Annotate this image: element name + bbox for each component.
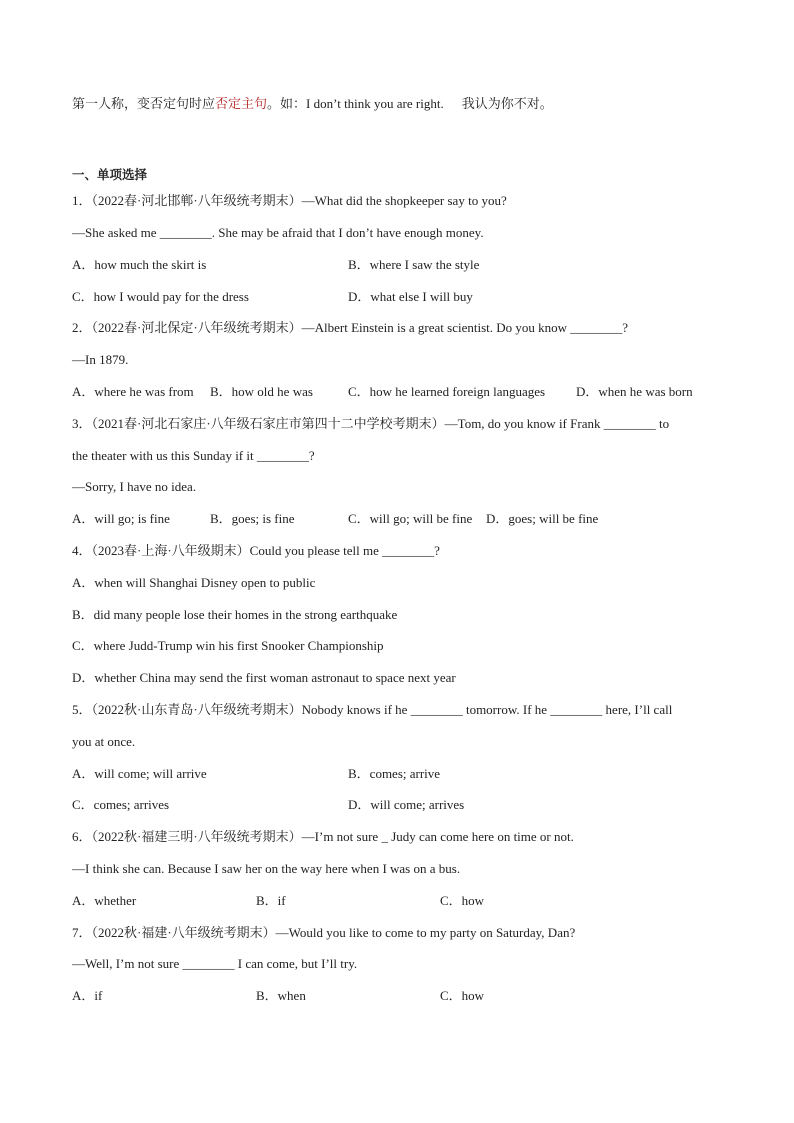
question-5-line2: you at once. bbox=[72, 734, 136, 749]
question-1-stem: 1．（2022春·河北邯郸·八年级统考期末）—What did the shopkeeper say to you? bbox=[72, 193, 507, 208]
question-6-line2: —I think she can. Because I saw her on the way here when I was on a bus. bbox=[72, 861, 461, 876]
question-5-option-a[interactable]: A．will come; will arrive bbox=[72, 766, 207, 781]
question-6-stem: 6．（2022秋·福建三明·八年级统考期末）—I’m not sure _ Judy can come here on time or not. bbox=[72, 829, 574, 844]
question-2-line2: —In 1879. bbox=[72, 352, 129, 367]
question-7-option-c[interactable]: C．how bbox=[440, 988, 485, 1003]
question-5-option-b[interactable]: B．comes; arrive bbox=[348, 766, 441, 781]
question-3-option-b[interactable]: B．goes; is fine bbox=[210, 511, 295, 526]
intro-example: 。如：I don’t think you are right. bbox=[267, 96, 444, 111]
question-2-option-b[interactable]: B．how old he was bbox=[210, 384, 313, 399]
question-3-option-c[interactable]: C．will go; will be fine bbox=[348, 511, 473, 526]
question-5-option-c[interactable]: C．comes; arrives bbox=[72, 797, 170, 812]
question-7-option-b[interactable]: B．when bbox=[256, 988, 306, 1003]
question-3-line2: the theater with us this Sunday if it ________? bbox=[72, 448, 315, 463]
question-1-option-a[interactable]: A．how much the skirt is bbox=[72, 257, 207, 272]
question-7-stem: 7．（2022秋·福建·八年级统考期末）—Would you like to come to my party on Saturday, Dan? bbox=[72, 925, 576, 940]
question-2-stem: 2．（2022春·河北保定·八年级统考期末）—Albert Einstein is a great scientist. Do you know ________? bbox=[72, 320, 629, 335]
intro-note bbox=[72, 95, 553, 113]
question-4-option-d[interactable]: D．whether China may send the first woman astronaut to space next year bbox=[72, 670, 456, 685]
question-7-line2: —Well, I’m not sure ________ I can come, but I’ll try. bbox=[72, 956, 358, 971]
question-5-option-d[interactable]: D．will come; arrives bbox=[348, 797, 465, 812]
question-4-stem: 4．（2023春·上海·八年级期末）Could you please tell me ________? bbox=[72, 543, 440, 558]
question-7-option-a[interactable]: A．if bbox=[72, 988, 103, 1003]
question-3-line3: —Sorry, I have no idea. bbox=[72, 479, 197, 494]
question-2-option-d[interactable]: D．when he was born bbox=[576, 384, 693, 399]
intro-text: 第一人称，变否定句时应 bbox=[72, 96, 216, 111]
question-3-stem: 3．（2021春·河北石家庄·八年级石家庄市第四十二中学校考期末）—Tom, do you know if Frank ________ to bbox=[72, 416, 670, 431]
question-1-option-c[interactable]: C．how I would pay for the dress bbox=[72, 289, 249, 304]
intro-highlight: 否定主句 bbox=[215, 96, 268, 111]
question-6-option-c[interactable]: C．how bbox=[440, 893, 485, 908]
question-1-line2: —She asked me ________. She may be afraid that I don’t have enough money. bbox=[72, 225, 484, 240]
question-1-option-d[interactable]: D．what else I will buy bbox=[348, 289, 473, 304]
question-4-option-b[interactable]: B．did many people lose their homes in the strong earthquake bbox=[72, 607, 398, 622]
question-2-option-a[interactable]: A．where he was from bbox=[72, 384, 194, 399]
intro-translation: 我认为你不对。 bbox=[461, 96, 553, 111]
question-6-option-a[interactable]: A．whether bbox=[72, 893, 137, 908]
question-5-stem: 5．（2022秋·山东青岛·八年级统考期末）Nobody knows if he ________ tomorrow. If he ________ here, I’ll call bbox=[72, 702, 673, 717]
question-4-option-c[interactable]: C．where Judd-Trump win his first Snooker Championship bbox=[72, 638, 384, 653]
question-1-option-b[interactable]: B．where I saw the style bbox=[348, 257, 480, 272]
question-3-option-a[interactable]: A．will go; is fine bbox=[72, 511, 170, 526]
question-2-option-c[interactable]: C．how he learned foreign languages bbox=[348, 384, 546, 399]
section-title: 一、单项选择 bbox=[72, 168, 148, 182]
question-6-option-b[interactable]: B．if bbox=[256, 893, 286, 908]
question-4-option-a[interactable]: A．when will Shanghai Disney open to public bbox=[72, 575, 316, 590]
question-3-option-d[interactable]: D．goes; will be fine bbox=[486, 511, 599, 526]
